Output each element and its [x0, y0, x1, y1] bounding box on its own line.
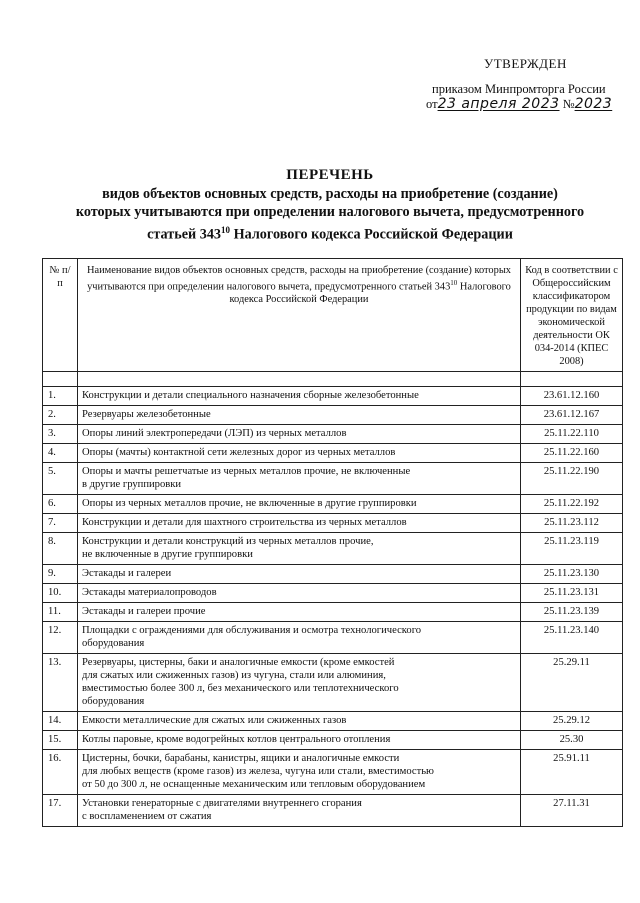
title-line-4-pre: статьей 343	[147, 226, 222, 243]
table-header-gap	[43, 372, 623, 387]
row-name	[78, 622, 521, 654]
row-number: 3.	[43, 425, 78, 444]
row-name-line: Установки генераторные с двигателями внутреннего сгорания	[82, 798, 362, 809]
approval-stamp: УТВЕРЖДЕН	[484, 56, 567, 71]
row-code: 25.11.23.119	[521, 533, 623, 565]
row-number: 2.	[43, 406, 78, 425]
table-row	[43, 622, 623, 654]
row-code: 25.30	[521, 731, 623, 750]
row-name-line: Цистерны, бочки, барабаны, канистры, ящики и аналогичные емкости	[82, 753, 400, 764]
row-code: 25.29.12	[521, 712, 623, 731]
row-code: 25.11.23.131	[521, 584, 623, 603]
row-name-line: оборудования	[82, 696, 145, 707]
row-number: 6.	[43, 495, 78, 514]
document-title	[40, 166, 620, 244]
row-name	[78, 795, 521, 827]
row-name	[78, 514, 521, 533]
header-name-sup: 10	[450, 279, 458, 287]
row-code: 25.11.23.140	[521, 622, 623, 654]
row-number: 12.	[43, 622, 78, 654]
row-code: 25.29.11	[521, 654, 623, 712]
row-name	[78, 463, 521, 495]
date-prefix: от	[426, 97, 438, 111]
row-name-line: Опоры из черных металлов прочие, не включенные в другие группировки	[82, 498, 417, 509]
row-name-line: Котлы паровые, кроме водогрейных котлов центрального отопления	[82, 734, 391, 745]
row-name-line: Резервуары, цистерны, баки и аналогичные емкости (кроме емкостей	[82, 657, 395, 668]
row-name	[78, 750, 521, 795]
title-line-4-sup: 10	[221, 225, 231, 235]
table-row	[43, 565, 623, 584]
handwritten-date: 23 апреля 2023	[437, 96, 560, 112]
row-name-line: от 50 до 300 л, не оснащенные механическим или тепловым оборудованием	[82, 779, 426, 790]
row-code: 23.61.12.160	[521, 387, 623, 406]
row-name	[78, 584, 521, 603]
table-row	[43, 731, 623, 750]
row-code: 23.61.12.167	[521, 406, 623, 425]
row-code: 25.11.23.130	[521, 565, 623, 584]
row-code: 25.11.22.190	[521, 463, 623, 495]
table-row	[43, 795, 623, 827]
table-row	[43, 712, 623, 731]
row-name-line: Конструкции и детали конструкций из черных металлов прочие,	[82, 536, 374, 547]
row-name	[78, 731, 521, 750]
table-row	[43, 495, 623, 514]
row-number: 11.	[43, 603, 78, 622]
row-name-line: не включенные в другие группировки	[82, 549, 253, 560]
row-code: 27.11.31	[521, 795, 623, 827]
row-number: 16.	[43, 750, 78, 795]
header-code: Код в соответствии с Общероссийским классификатором продукции по видам экономической деятельности ОК 034-2014 (КПЕС 2008)	[521, 259, 623, 372]
row-name	[78, 654, 521, 712]
row-name	[78, 425, 521, 444]
row-name-line: Эстакады материалопроводов	[82, 587, 217, 598]
row-name-line: Опоры линий электропередачи (ЛЭП) из черных металлов	[82, 428, 347, 439]
row-name	[78, 495, 521, 514]
row-name-line: с воспламенением от сжатия	[82, 811, 212, 822]
handwritten-number: 2023	[574, 96, 613, 112]
row-code: 25.91.11	[521, 750, 623, 795]
table-row	[43, 444, 623, 463]
table-header-row	[43, 259, 623, 372]
table-row	[43, 533, 623, 565]
header-num: № п/п	[43, 259, 78, 372]
row-name	[78, 387, 521, 406]
row-number: 5.	[43, 463, 78, 495]
title-line-2: видов объектов основных средств, расходы на приобретение (создание)	[102, 186, 558, 202]
row-name-line: вместимостью более 300 л, без механического или теплотехнического	[82, 683, 399, 694]
row-code: 25.11.22.160	[521, 444, 623, 463]
table-row	[43, 387, 623, 406]
row-name-line: Емкости металлические для сжатых или сжиженных газов	[82, 715, 347, 726]
title-line-4-post: Налогового кодекса Российской Федерации	[230, 226, 513, 243]
row-number: 1.	[43, 387, 78, 406]
row-number: 13.	[43, 654, 78, 712]
row-name-line: Конструкции и детали специального назначения сборные железобетонные	[82, 390, 419, 401]
row-name-line: Эстакады и галереи прочие	[82, 606, 206, 617]
approval-date-line	[426, 96, 612, 112]
row-code: 25.11.23.139	[521, 603, 623, 622]
table-row	[43, 463, 623, 495]
row-name	[78, 406, 521, 425]
number-sign: №	[562, 97, 575, 111]
row-name-line: оборудования	[82, 638, 145, 649]
row-number: 17.	[43, 795, 78, 827]
row-number: 10.	[43, 584, 78, 603]
row-name	[78, 565, 521, 584]
row-number: 8.	[43, 533, 78, 565]
row-number: 4.	[43, 444, 78, 463]
approval-order: приказом Минпромторга России	[432, 82, 606, 96]
row-number: 7.	[43, 514, 78, 533]
row-code: 25.11.22.110	[521, 425, 623, 444]
title-line-3: которых учитываются при определении налогового вычета, предусмотренного	[75, 204, 585, 220]
row-name	[78, 712, 521, 731]
row-name-line: Площадки с ограждениями для обслуживания и осмотра технологического	[82, 625, 422, 636]
table-row	[43, 425, 623, 444]
row-number: 9.	[43, 565, 78, 584]
row-name	[78, 533, 521, 565]
row-code: 25.11.23.112	[521, 514, 623, 533]
title-line-1: ПЕРЕЧЕНЬ	[286, 167, 374, 183]
row-name-line: для любых веществ (кроме газов) из железа, чугуна или стали, вместимостью	[82, 766, 434, 777]
row-name	[78, 444, 521, 463]
row-name-line: Опоры и мачты решетчатые из черных металлов прочие, не включенные	[82, 466, 411, 477]
row-name-line: для сжатых или сжиженных газов) из чугуна, стали или алюминия,	[82, 670, 386, 681]
table-row	[43, 603, 623, 622]
table-row	[43, 514, 623, 533]
header-name-pre: Наименование видов объектов основных средств, расходы на приобретение (создание) которых учитываются при определении налогового вычета, предусмотренного статьей 343	[86, 265, 511, 293]
table-row	[43, 750, 623, 795]
row-name-line: Эстакады и галереи	[82, 568, 172, 579]
row-name	[78, 603, 521, 622]
header-name-post: Налогового кодекса Российской Федерации	[229, 281, 511, 306]
table-row	[43, 654, 623, 712]
table-row	[43, 584, 623, 603]
row-number: 15.	[43, 731, 78, 750]
row-code: 25.11.22.192	[521, 495, 623, 514]
table-row	[43, 406, 623, 425]
row-name-line: Резервуары железобетонные	[82, 409, 211, 420]
header-name	[78, 259, 521, 372]
objects-table	[42, 258, 623, 827]
row-name-line: в другие группировки	[82, 479, 182, 490]
row-name-line: Конструкции и детали для шахтного строительства из черных металлов	[82, 517, 407, 528]
row-number: 14.	[43, 712, 78, 731]
title-line-4	[40, 221, 620, 244]
row-name-line: Опоры (мачты) контактной сети железных дорог из черных металлов	[82, 447, 396, 458]
